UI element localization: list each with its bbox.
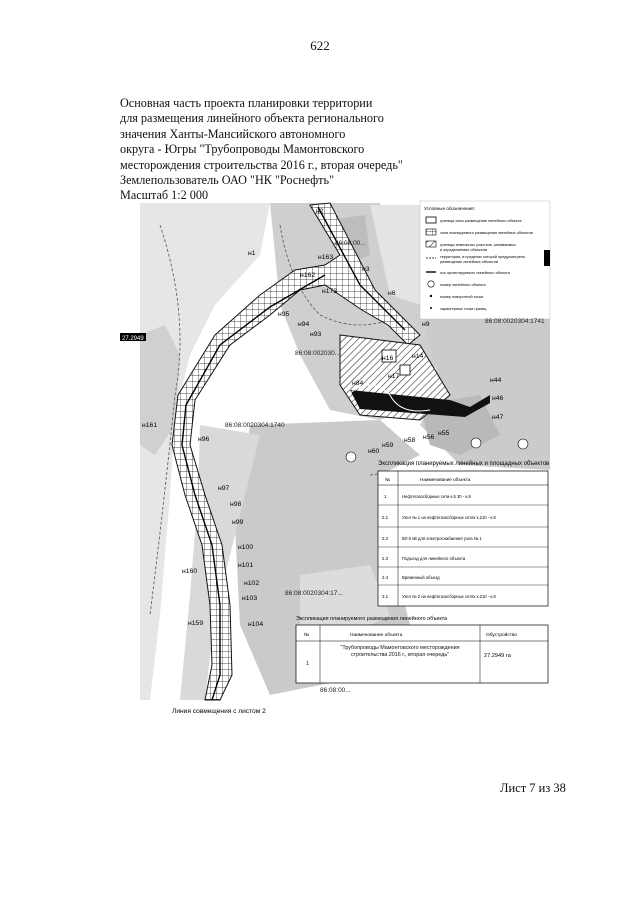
point-label: н98 [230, 501, 242, 508]
point-label: н59 [382, 442, 394, 449]
inner-table [378, 460, 549, 606]
point-label: н159 [188, 620, 204, 627]
point-label: н160 [182, 568, 198, 575]
point-label: н104 [248, 621, 264, 628]
sheet-label: Лист 7 из 38 [500, 781, 566, 795]
legend-swatch [428, 281, 434, 287]
point-label: н47 [492, 414, 504, 421]
map-canvas [120, 195, 560, 715]
legend-swatch [430, 295, 432, 297]
point-label: н14 [412, 353, 424, 360]
point-label: н17 [388, 373, 400, 380]
object-marker [471, 438, 481, 448]
planning-map [120, 195, 560, 715]
parcel-label: 86:08:00... [320, 687, 351, 694]
inner-table-cell: 2.4 [382, 575, 389, 580]
title-line: округа - Югры "Трубопроводы Мамонтовского [120, 142, 365, 157]
legend-item: номер поворотной точки [440, 295, 484, 299]
inner-table-header: Наименование объекта [420, 477, 471, 482]
bottom-table-title: Экспликация планируемого размещения линейного объекта [296, 616, 448, 622]
point-label: н102 [244, 580, 260, 587]
point-label: н3 [362, 266, 370, 273]
point-label: н46 [492, 395, 504, 402]
parcel-label: 86:08:00... [335, 240, 366, 247]
document-title [120, 96, 450, 204]
legend-item: территория, в пределах которой предусмотрено [440, 255, 526, 259]
bottom-table-cell: 1 [306, 661, 309, 667]
inner-table-cell: ВЛ 6 кВ для электроснабжения узла № 1 [402, 536, 482, 541]
point-label: н1 [248, 250, 256, 257]
point-label: н2 [316, 208, 324, 215]
bottom-table-cell: 27.2949 га [484, 653, 511, 659]
inner-table-cell: 3.1 [382, 594, 389, 599]
title-line: значения Ханты-Мансийского автономного [120, 126, 346, 141]
inner-table-header: № [385, 477, 390, 482]
point-label: н94 [298, 321, 310, 328]
point-label: н16 [382, 355, 394, 362]
north-arrow-icon [544, 250, 550, 266]
inner-table-cell: 2.1 [382, 515, 389, 520]
point-label: н6 [388, 290, 396, 297]
inner-table-cell: 2.2 [382, 536, 389, 541]
inner-table-cell: Временный объезд [402, 575, 440, 580]
bottom-table-header: № [304, 633, 310, 638]
point-label: н44 [490, 377, 502, 384]
inner-table-cell: Нефтегазосборные сети к.5 30 - к.8 [402, 494, 471, 499]
point-label: н9 [422, 321, 430, 328]
bottom-table-cell-wrap [323, 645, 477, 681]
inner-table-cell: Подъезд для линейного объекта [402, 556, 466, 561]
node-building [400, 365, 410, 375]
inner-table-cell: 2.3 [382, 556, 389, 561]
point-label: н93 [310, 331, 322, 338]
legend-item: размещение линейных объектов [440, 260, 498, 264]
point-label: н173 [322, 288, 338, 295]
inner-table-cell: 1 [384, 494, 387, 499]
parcel-label: 86:08:0020304:1741 [485, 318, 545, 325]
parcel-label: 86:08:0020304:17... [285, 590, 343, 597]
left-value: 27.2949 [122, 336, 144, 342]
title-line: Основная часть проекта планировки территории [120, 96, 373, 110]
legend-item: границы земельных участков, занимаемых [440, 243, 516, 247]
parcel-label: 86:08:002030... [295, 350, 341, 357]
point-label: н97 [218, 485, 230, 492]
point-label: н101 [238, 562, 254, 569]
inner-table-cell: Узел № 1 на нефтегазосборных сетях к.210 - к.8 [402, 515, 496, 520]
point-label: н103 [242, 595, 258, 602]
point-label: н100 [238, 544, 254, 551]
page-number: 622 [310, 38, 330, 53]
scale-label: Масштаб 1:2 000 [120, 188, 209, 203]
legend-title: Условные обозначения: [424, 206, 475, 211]
point-label: н163 [318, 254, 334, 261]
legend-item: характерные точки границ [440, 307, 487, 311]
point-label: н60 [368, 448, 380, 455]
point-label: н99 [232, 519, 244, 526]
bottom-table [296, 615, 548, 683]
object-marker [518, 439, 528, 449]
legend-item: зона планируемого размещения линейных объектов [440, 231, 533, 235]
parcel-label: 86:08:0020304:1740 [225, 422, 285, 429]
inner-table-cell: Узел № 2 на нефтегазосборных сетях к.210 - к.8 [402, 594, 496, 599]
bottom-table-header: Наименование объекта [350, 633, 403, 638]
legend-swatch [426, 229, 436, 235]
legend-swatch [430, 307, 432, 309]
legend-item: граница зоны размещения линейного объекта [440, 219, 522, 223]
legend-swatch [426, 217, 436, 223]
title-line: месторождения строительства 2016 г., вторая очередь" [120, 157, 403, 172]
point-label: н55 [438, 430, 450, 437]
point-label: н161 [142, 422, 158, 429]
legend-item: ось проектируемого линейного объекта [440, 271, 510, 275]
object-marker [346, 452, 356, 462]
title-line: для размещения линейного объекта регионального [120, 111, 384, 126]
point-label: н96 [198, 436, 210, 443]
point-label: н84 [352, 380, 364, 387]
legend-item: номер линейного объекта [440, 283, 486, 287]
title-line: Землепользователь ОАО "НК "Роснефть" [120, 173, 335, 188]
legend-item: и определяемых объектом [440, 248, 488, 252]
point-label: н56 [423, 434, 435, 441]
legend [420, 201, 550, 319]
bottom-table-header: Обустройство [486, 633, 518, 638]
match-line-label: Линия совмещения с листом 2 [172, 708, 266, 715]
point-label: н162 [300, 272, 316, 279]
point-label: н58 [404, 437, 416, 444]
bottom-table-cell: "Трубопроводы Мамонтовского месторождения строительства 2016 г., вторая очередь" [340, 645, 460, 658]
legend-swatch [426, 241, 436, 247]
point-label: н95 [278, 311, 290, 318]
inner-table-title: Экспликация планируемых линейных и площадных объектов [378, 461, 550, 467]
